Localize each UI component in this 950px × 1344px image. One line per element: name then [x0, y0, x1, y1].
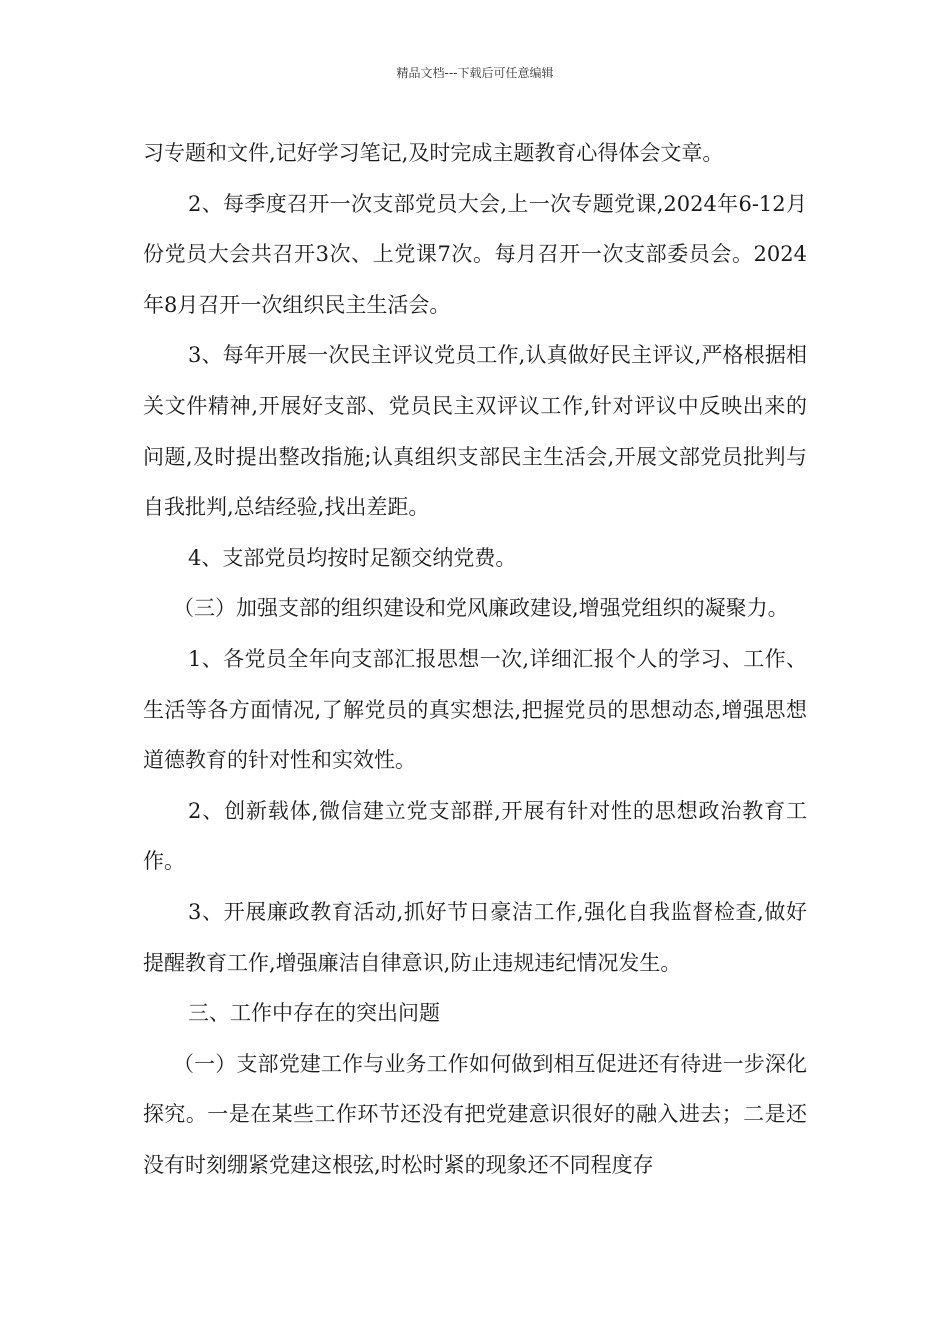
section-heading: （三）加强支部的组织建设和党风廉政建设,增强党组织的凝聚力。: [173, 596, 789, 621]
document-body: [143, 128, 807, 1190]
section-heading: 三、工作中存在的突出问题: [188, 1001, 440, 1026]
paragraph: 1、各党员全年向支部汇报思想一次,详细汇报个人的学习、工作、生活等各方面情况,了解党员的真实想法,把握党员的思想动态,增强思想道德教育的针对性和实效性。: [143, 646, 807, 773]
paragraph: 3、每年开展一次民主评议党员工作,认真做好民主评议,严格根据相关文件精神,开展好支部、党员民主双评议工作,针对评议中反映出来的问题,及时提出整改指施;认真组织支部民主生活会,开展文部党员批判与自我批判,总结经验,找出差距。: [143, 343, 807, 520]
paragraph: 4、支部党员均按时足额交纳党费。: [188, 545, 517, 570]
page-header: 精品文档---下载后可任意编辑: [396, 66, 554, 80]
paragraph: 习专题和文件,记好学习笔记,及时完成主题教育心得体会文章。: [143, 141, 724, 165]
paragraph: （一）支部党建工作与业务工作如何做到相互促进还有待进一步深化探究。一是在某些工作环节还没有把党建意识很好的融入进去；二是还没有时刻绷紧党建这根弦,时松时紧的现象还不同程度存: [143, 1051, 807, 1177]
paragraph: 3、开展廉政教育活动,抓好节日豪洁工作,强化自我监督检查,做好提醒教育工作,增强廉洁自律意识,防止违规违纪情况发生。: [143, 899, 807, 975]
paragraph: 2、每季度召开一次支部党员大会,上一次专题党课,2024年6-12月份党员大会共召开3次、上党课7次。每月召开一次支部委员会。2024年8月召开一次组织民主生活会。: [143, 191, 807, 317]
paragraph: 2、创新载体,微信建立党支部群,开展有针对性的思想政治教育工作。: [143, 798, 807, 874]
